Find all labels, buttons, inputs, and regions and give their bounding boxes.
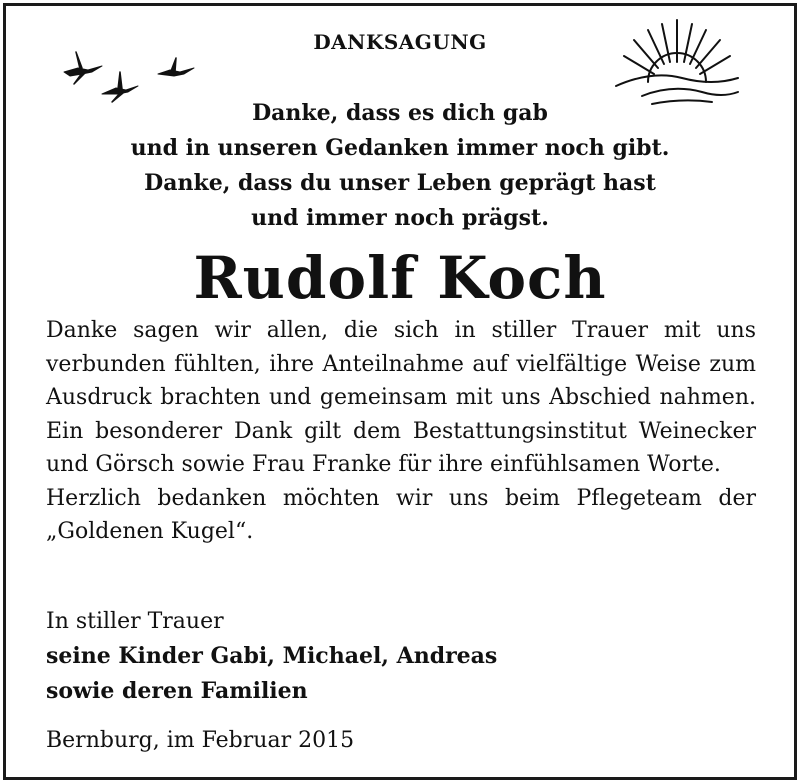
signature-families: sowie deren Familien <box>46 678 308 704</box>
thanks-paragraph: Herzlich bedanken möchten wir uns beim Pflegeteam der „Goldenen Kugel“. <box>46 485 756 544</box>
verse-line: und in unseren Gedanken immer noch gibt. <box>130 135 670 161</box>
verse-line: Danke, dass du unser Leben geprägt hast <box>144 170 656 196</box>
notice-heading: DANKSAGUNG <box>313 30 487 54</box>
verse-line: und immer noch prägst. <box>251 205 549 231</box>
place-date: Bernburg, im Februar 2015 <box>46 728 355 753</box>
signature <box>46 604 497 709</box>
thanks-paragraph: Danke sagen wir allen, die sich in stiller Trauer mit uns verbunden fühlten, ihre Anteilnahme auf vielfältige Weise zum Ausdruck brachten und gemeinsam mit uns Abschied nahmen. Ein besonderer Dank gilt dem Bestattungsinstitut Weinecker und Görsch sowie Frau Franke für ihre einfühlsamen Worte. <box>46 318 756 477</box>
thanks-body <box>46 314 756 549</box>
verse <box>0 96 800 236</box>
signature-intro: In stiller Trauer <box>46 609 224 634</box>
signature-names: seine Kinder Gabi, Michael, Andreas <box>46 643 498 669</box>
deceased-name: Rudolf Koch <box>193 244 607 312</box>
verse-line: Danke, dass es dich gab <box>252 100 548 126</box>
